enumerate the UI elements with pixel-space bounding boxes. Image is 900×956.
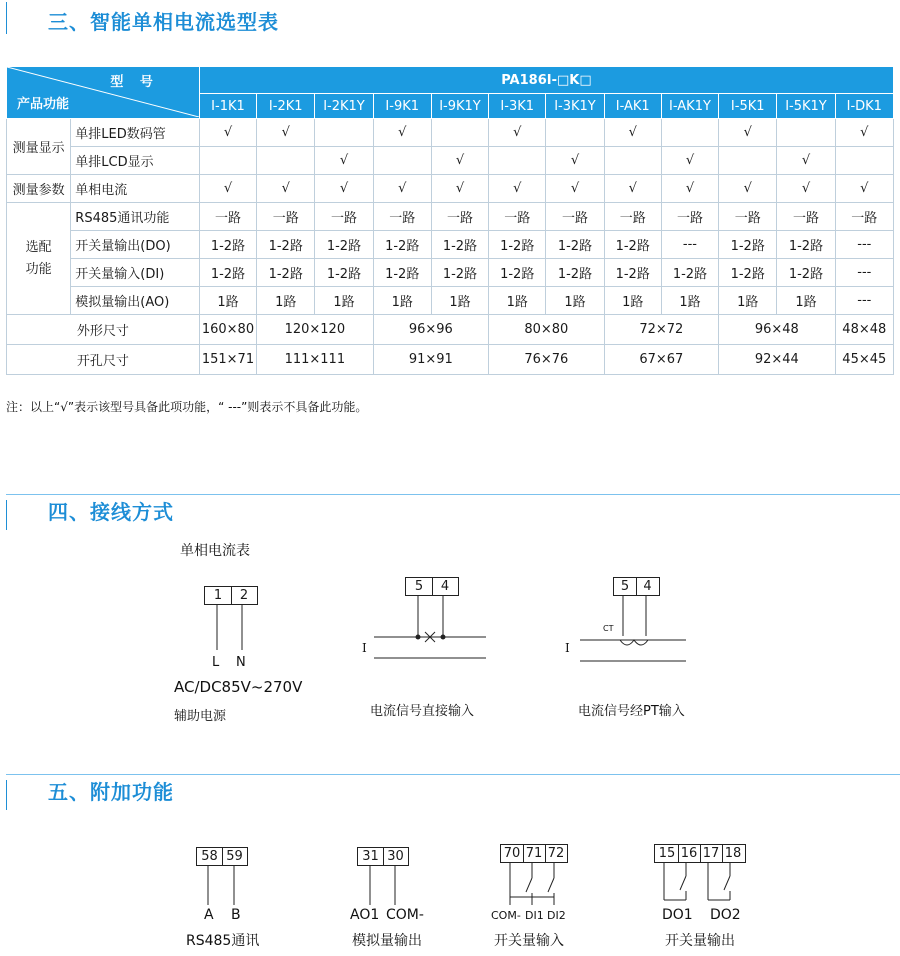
terminal: 5: [615, 578, 637, 595]
terminal: 71: [524, 845, 546, 862]
model-header-cell: I-AK1Y: [661, 94, 718, 119]
do-switch-1: [680, 876, 686, 890]
cell: 1-2路: [777, 259, 835, 287]
cell: 一路: [257, 203, 315, 231]
cell: 一路: [604, 203, 661, 231]
cell: 1路: [777, 287, 835, 315]
cell: 1-2路: [373, 231, 431, 259]
cell: √: [835, 175, 893, 203]
model-family: PA186I-□K□: [199, 67, 893, 94]
cell: 48×48: [835, 315, 893, 345]
model-header-cell: I-2K1Y: [315, 94, 373, 119]
cell: 1-2路: [315, 231, 373, 259]
cell: 111×111: [257, 345, 374, 375]
do-switch-2: [724, 876, 730, 890]
power-voltage: AC/DC85V~270V: [174, 678, 303, 696]
group-measure-display: 测量显示: [7, 119, 71, 175]
model-header-cell: I-9K1: [373, 94, 431, 119]
cell: √: [777, 175, 835, 203]
terminal: 17: [701, 845, 723, 862]
terminal: 2: [239, 588, 249, 603]
model-header-cell: I-3K1Y: [546, 94, 604, 119]
header-type-label: 型 号: [110, 75, 159, 90]
cell: 72×72: [604, 315, 719, 345]
cell: ---: [835, 287, 893, 315]
row-label: 单排LCD显示: [71, 147, 200, 175]
cell: √: [373, 119, 431, 147]
terminal: 18: [724, 846, 742, 861]
cell: 1-2路: [199, 259, 256, 287]
cell: √: [431, 147, 488, 175]
cell: √: [719, 119, 777, 147]
direct-node-4: [441, 635, 446, 640]
cell: 一路: [546, 203, 604, 231]
cell: 1-2路: [719, 259, 777, 287]
label-DI1: DI1: [525, 909, 544, 922]
cell: 1-2路: [661, 259, 718, 287]
terminal: 31: [359, 848, 384, 865]
ct-label: CT: [603, 624, 614, 633]
di-switch-1: [526, 878, 532, 892]
model-header-cell: I-2K1: [257, 94, 315, 119]
cell: √: [719, 175, 777, 203]
section-3-heading: 三、智能单相电流选型表: [48, 10, 279, 34]
ct-coil: [620, 640, 648, 645]
label-DO1: DO1: [662, 907, 693, 923]
cell: √: [489, 175, 546, 203]
cell: 1路: [489, 287, 546, 315]
model-header-cell: I-1K1: [199, 94, 256, 119]
cell: 1路: [604, 287, 661, 315]
cell: 一路: [835, 203, 893, 231]
cell: √: [546, 175, 604, 203]
label-A: A: [204, 907, 214, 923]
model-header-cell: I-5K1Y: [777, 94, 835, 119]
cutout-label: 开孔尺寸: [7, 345, 200, 375]
model-header-cell: I-AK1: [604, 94, 661, 119]
cell: √: [257, 175, 315, 203]
row-label: 模拟量输出(AO): [71, 287, 200, 315]
cell: √: [431, 175, 488, 203]
ct-caption: 电流信号经PT输入: [578, 704, 685, 719]
row-label: 单相电流: [71, 175, 200, 203]
group-optional: 选配 功能: [7, 203, 71, 315]
terminal: 58: [198, 848, 223, 865]
cell: 1-2路: [546, 231, 604, 259]
cell: 一路: [199, 203, 256, 231]
cell: 1-2路: [777, 231, 835, 259]
cell: 1路: [546, 287, 604, 315]
label-DO2: DO2: [710, 907, 741, 923]
cell: 91×91: [373, 345, 489, 375]
model-header-cell: I-9K1Y: [431, 94, 488, 119]
label-di-com: COM-: [491, 909, 521, 922]
cell: 1-2路: [257, 259, 315, 287]
cell: √: [373, 175, 431, 203]
row-label: 单排LED数码管: [71, 119, 200, 147]
terminal: 5: [407, 578, 433, 595]
cell: √: [546, 147, 604, 175]
power-caption: 辅助电源: [174, 709, 227, 724]
cell: 一路: [489, 203, 546, 231]
cell: √: [199, 175, 256, 203]
section-4-heading: 四、接线方式: [48, 500, 174, 524]
cell: 1-2路: [546, 259, 604, 287]
cell: 96×96: [373, 315, 489, 345]
cell: 1-2路: [489, 231, 546, 259]
terminal: 70: [502, 845, 524, 862]
cell: 一路: [777, 203, 835, 231]
terminal: 15: [657, 845, 679, 862]
cell: √: [835, 119, 893, 147]
cell: 一路: [315, 203, 373, 231]
model-header-cell: I-3K1: [489, 94, 546, 119]
cell: 一路: [719, 203, 777, 231]
terminal: 59: [226, 849, 243, 864]
terminal: 4: [440, 579, 450, 594]
cell: 92×44: [719, 345, 836, 375]
model-header-cell: I-DK1: [835, 94, 893, 119]
cell: √: [604, 175, 661, 203]
cell: 160×80: [199, 315, 256, 345]
terminal: 4: [643, 579, 652, 594]
cell: 1路: [661, 287, 718, 315]
label-AO1: AO1: [350, 907, 380, 923]
row-label: 开关量输入(DI): [71, 259, 200, 287]
header-func-label: 产品功能: [17, 97, 70, 112]
cell: 1-2路: [489, 259, 546, 287]
ct-current-label: I: [565, 641, 570, 655]
footnote: 注：以上“√”表示该型号具备此项功能，“ ---”则表示不具备此功能。: [6, 400, 368, 414]
label-L: L: [212, 655, 220, 670]
terminal: 72: [547, 846, 565, 861]
terminal: 1: [206, 587, 232, 604]
label-N: N: [236, 655, 246, 670]
cell: ---: [835, 259, 893, 287]
cell: √: [777, 147, 835, 175]
cell: 76×76: [489, 345, 605, 375]
di-switch-2: [548, 878, 554, 892]
row-label: 开关量输出(DO): [71, 231, 200, 259]
cell: 一路: [661, 203, 718, 231]
cell: 1-2路: [315, 259, 373, 287]
label-DI2: DI2: [547, 909, 566, 922]
cell: 1-2路: [431, 231, 488, 259]
cell: √: [315, 147, 373, 175]
cell: 45×45: [835, 345, 893, 375]
terminal: 16: [679, 845, 701, 862]
cell: 1-2路: [604, 259, 661, 287]
direct-node-5: [416, 635, 421, 640]
do-caption: 开关量输出: [665, 933, 735, 949]
cell: 1路: [315, 287, 373, 315]
terminal: 30: [387, 849, 404, 864]
di-caption: 开关量输入: [494, 933, 564, 949]
model-header-cell: I-5K1: [719, 94, 777, 119]
cell: 80×80: [489, 315, 605, 345]
rs485-caption: RS485通讯: [186, 933, 260, 949]
cell: √: [199, 119, 256, 147]
cell: 1路: [373, 287, 431, 315]
cell: 67×67: [604, 345, 719, 375]
outer-size-label: 外形尺寸: [7, 315, 200, 345]
label-COM: COM-: [386, 907, 424, 923]
cell: 一路: [373, 203, 431, 231]
label-B: B: [231, 907, 241, 923]
cell: 151×71: [199, 345, 256, 375]
cell: 1-2路: [431, 259, 488, 287]
cell: 1-2路: [257, 231, 315, 259]
cell: √: [604, 119, 661, 147]
cell: √: [661, 175, 718, 203]
cell: 1-2路: [719, 231, 777, 259]
ao-caption: 模拟量输出: [352, 933, 422, 949]
cell: √: [489, 119, 546, 147]
cell: 一路: [431, 203, 488, 231]
group-measure-param: 测量参数: [7, 175, 71, 203]
direct-caption: 电流信号直接输入: [370, 704, 475, 719]
cell: 96×48: [719, 315, 836, 345]
row-label: RS485通讯功能: [71, 203, 200, 231]
cell: 1路: [719, 287, 777, 315]
cell: √: [661, 147, 718, 175]
cell: 120×120: [257, 315, 374, 345]
direct-current-label: I: [362, 641, 367, 655]
cell: 1路: [199, 287, 256, 315]
cell: √: [315, 175, 373, 203]
section-5-heading: 五、附加功能: [48, 780, 174, 804]
cell: ---: [835, 231, 893, 259]
cell: √: [257, 119, 315, 147]
meter-title: 单相电流表: [180, 543, 250, 559]
cell: 1路: [257, 287, 315, 315]
cell: 1-2路: [373, 259, 431, 287]
cell: ---: [661, 231, 718, 259]
cell: 1-2路: [199, 231, 256, 259]
cell: 1-2路: [604, 231, 661, 259]
cell: 1路: [431, 287, 488, 315]
